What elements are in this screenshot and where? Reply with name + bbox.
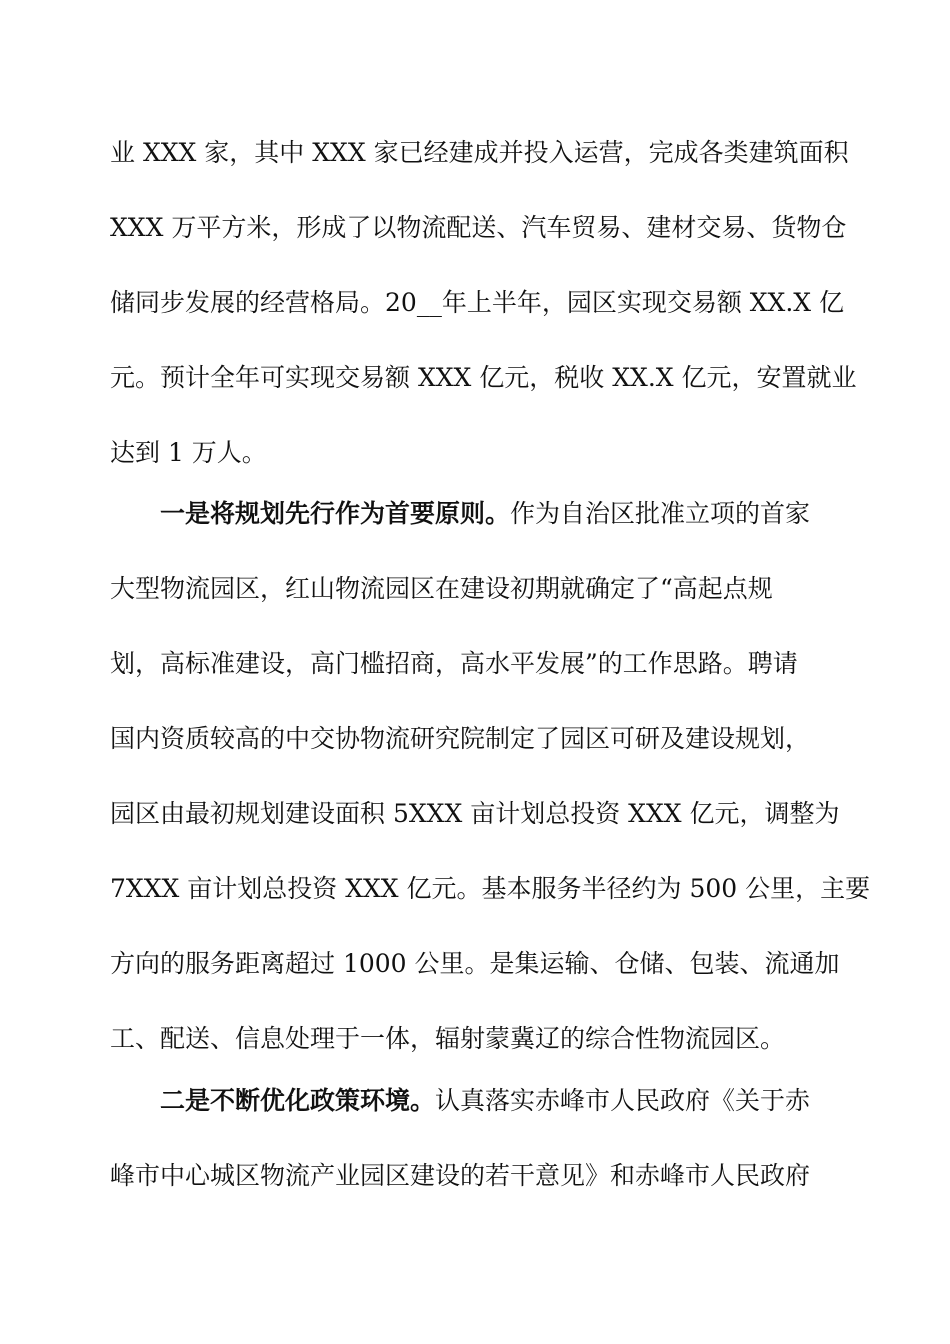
paragraph-line: 园区由最初规划建设面积 5XXX 亩计划总投资 XXX 亿元，调整为 [110, 799, 840, 828]
paragraph-line: 国内资质较高的中交协物流研究院制定了园区可研及建设规划， [110, 724, 811, 753]
paragraph-line: 划，高标准建设，高门槛招商，高水平发展”的工作思路。聘请 [110, 649, 798, 678]
paragraph-first-line [160, 1081, 810, 1121]
paragraph-text: 作为自治区批准立项的首家 [510, 499, 811, 528]
paragraph-line: 大型物流园区，红山物流园区在建设初期就确定了“高起点规 [110, 574, 773, 603]
paragraph-line: 方向的服务距离超过 1000 公里。是集运输、仓储、包装、流通加 [110, 949, 840, 978]
paragraph-line: XXX 万平方米，形成了以物流配送、汽车贸易、建材交易、货物仓 [110, 213, 847, 242]
paragraph-line: 7XXX 亩计划总投资 XXX 亿元。基本服务半径约为 500 公里，主要 [110, 874, 871, 903]
paragraph-first-line [160, 494, 810, 534]
paragraph-line: 工、配送、信息处理于一体，辐射蒙冀辽的综合性物流园区。 [110, 1024, 786, 1053]
section-heading: 二是不断优化政策环境。 [160, 1086, 436, 1115]
paragraph-line: 业 XXX 家，其中 XXX 家已经建成并投入运营，完成各类建筑面积 [110, 138, 849, 167]
section-heading: 一是将规划先行作为首要原则。 [160, 499, 511, 528]
paragraph-line: 储同步发展的经营格局。20__年上半年，园区实现交易额 XX.X 亿 [110, 288, 845, 317]
paragraph-text: 认真落实赤峰市人民政府《关于赤 [435, 1086, 811, 1115]
paragraph-line: 峰市中心城区物流产业园区建设的若干意见》和赤峰市人民政府 [110, 1161, 811, 1190]
paragraph-line: 达到 1 万人。 [110, 438, 267, 467]
paragraph-line: 元。预计全年可实现交易额 XXX 亿元，税收 XX.X 亿元，安置就业 [110, 363, 857, 392]
